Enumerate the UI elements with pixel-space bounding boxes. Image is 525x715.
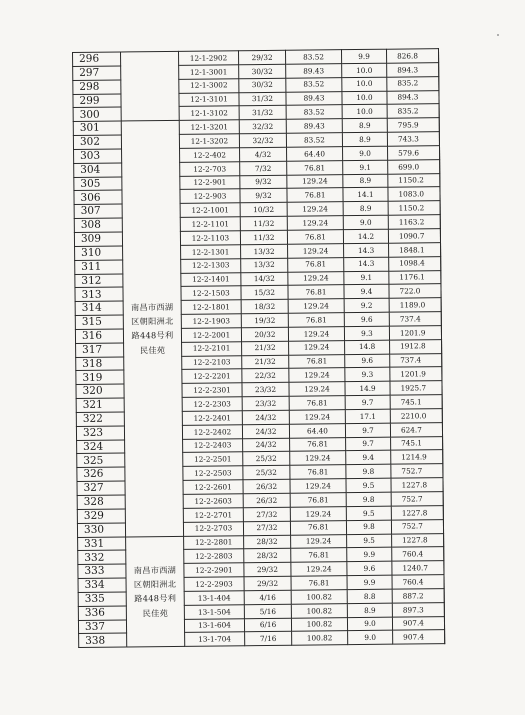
- row-number-cell: 325: [77, 453, 125, 467]
- floor-cell: 26/32: [243, 479, 290, 493]
- total-price-cell: 1214.9: [391, 450, 443, 464]
- unit-price-cell: 17.1: [345, 409, 390, 423]
- total-price-cell: 1163.2: [388, 215, 440, 229]
- row-number-cell: 321: [76, 398, 124, 412]
- unit-price-cell: 8.9: [347, 603, 392, 617]
- unit-price-cell: 9.9: [347, 575, 392, 589]
- area-cell: 129.24: [288, 243, 344, 257]
- room-cell: 12-2-2803: [184, 549, 244, 563]
- floor-cell: 21/32: [242, 341, 289, 355]
- row-number-cell: 328: [77, 495, 125, 509]
- row-number-cell: 309: [74, 232, 122, 246]
- room-cell: 12-2-2701: [183, 508, 243, 522]
- row-number-cell: 326: [77, 467, 125, 481]
- unit-price-cell: 9.2: [344, 298, 389, 312]
- area-cell: 129.24: [290, 506, 346, 520]
- total-price-cell: 737.4: [390, 353, 442, 367]
- row-number-cell: 303: [74, 149, 122, 163]
- room-cell: 12-1-3201: [179, 120, 239, 134]
- area-cell: 76.81: [291, 576, 347, 590]
- row-number-cell: 313: [75, 287, 123, 301]
- unit-price-cell: 14.3: [344, 257, 389, 271]
- unit-price-cell: 9.7: [345, 423, 390, 437]
- area-cell: 76.81: [288, 313, 344, 327]
- unit-price-cell: 9.0: [343, 215, 388, 229]
- area-cell: 76.81: [290, 493, 346, 507]
- total-price-cell: 743.3: [387, 132, 439, 146]
- floor-cell: 24/32: [242, 410, 289, 424]
- room-cell: 12-2-2601: [183, 480, 243, 494]
- unit-price-cell: 8.9: [342, 118, 387, 132]
- total-price-cell: 1090.7: [388, 229, 440, 243]
- total-price-cell: 745.1: [391, 436, 443, 450]
- unit-price-cell: 9.5: [346, 506, 391, 520]
- floor-cell: 5/16: [244, 604, 291, 618]
- area-cell: 129.24: [289, 382, 345, 396]
- area-cell: 76.81: [288, 285, 344, 299]
- room-cell: 13-1-404: [184, 591, 244, 605]
- row-number-cell: 337: [78, 620, 126, 634]
- floor-cell: 27/32: [243, 521, 290, 535]
- room-cell: 12-2-2101: [182, 341, 242, 355]
- unit-price-cell: 8.9: [342, 132, 387, 146]
- unit-price-cell: 9.8: [346, 492, 391, 506]
- room-cell: 12-2-2801: [184, 535, 244, 549]
- total-price-cell: 1083.0: [388, 187, 440, 201]
- area-cell: 129.24: [290, 451, 346, 465]
- row-number-cell: 338: [79, 633, 127, 647]
- floor-cell: 30/32: [239, 78, 286, 92]
- unit-price-cell: 14.1: [343, 188, 388, 202]
- area-cell: 129.24: [290, 479, 346, 493]
- room-cell: 12-2-903: [180, 189, 240, 203]
- scan-speck: [497, 34, 499, 36]
- row-number-cell: 302: [73, 135, 121, 149]
- floor-cell: 31/32: [239, 92, 286, 106]
- unit-price-cell: 9.8: [346, 520, 391, 534]
- total-price-cell: 1925.7: [390, 381, 442, 395]
- area-cell: 83.52: [286, 77, 342, 91]
- area-cell: 129.24: [291, 534, 347, 548]
- room-cell: 12-1-3202: [179, 134, 239, 148]
- table-body: [73, 49, 445, 648]
- unit-price-cell: 9.5: [347, 534, 392, 548]
- total-price-cell: 894.3: [387, 90, 439, 104]
- row-number-cell: 305: [74, 177, 122, 191]
- area-cell: 129.24: [287, 174, 343, 188]
- area-cell: 64.40: [289, 423, 345, 437]
- area-cell: 76.81: [289, 396, 345, 410]
- total-price-cell: 624.7: [390, 422, 442, 436]
- total-price-cell: 1189.0: [389, 298, 441, 312]
- floor-cell: 24/32: [242, 424, 289, 438]
- unit-price-cell: 14.8: [345, 340, 390, 354]
- unit-price-cell: 9.8: [346, 464, 391, 478]
- row-number-cell: 323: [76, 426, 124, 440]
- row-number-cell: 312: [75, 273, 123, 287]
- area-cell: 76.81: [289, 354, 345, 368]
- total-price-cell: 826.8: [386, 49, 438, 63]
- unit-price-cell: 14.3: [344, 243, 389, 257]
- area-cell: 100.82: [292, 631, 348, 645]
- room-cell: 12-2-2402: [182, 425, 242, 439]
- area-cell: 64.40: [287, 147, 343, 161]
- unit-price-cell: 9.0: [348, 631, 393, 645]
- total-price-cell: 699.0: [388, 159, 440, 173]
- floor-cell: 30/32: [239, 64, 286, 78]
- total-price-cell: 752.7: [391, 519, 443, 533]
- total-price-cell: 2210.0: [390, 409, 442, 423]
- row-number-cell: 300: [73, 107, 121, 121]
- scanned-page: [72, 48, 444, 648]
- address-cell: 南昌市西湖区朝阳洲北路448号利民佳苑: [121, 121, 183, 537]
- floor-cell: 19/32: [241, 313, 288, 327]
- floor-cell: 10/32: [240, 203, 287, 217]
- area-cell: 129.24: [289, 368, 345, 382]
- room-cell: 12-2-1301: [181, 245, 241, 259]
- total-price-cell: 894.3: [387, 63, 439, 77]
- room-cell: 12-2-1303: [181, 258, 241, 272]
- total-price-cell: 1150.2: [388, 201, 440, 215]
- total-price-cell: 760.4: [392, 575, 444, 589]
- area-cell: 129.24: [291, 562, 347, 576]
- room-cell: 12-2-2703: [183, 521, 243, 535]
- unit-price-cell: 9.9: [347, 548, 392, 562]
- total-price-cell: 1098.4: [389, 256, 441, 270]
- floor-cell: 13/32: [241, 258, 288, 272]
- area-cell: 76.81: [290, 520, 346, 534]
- floor-cell: 26/32: [243, 493, 290, 507]
- area-cell: 76.81: [287, 188, 343, 202]
- floor-cell: 23/32: [242, 396, 289, 410]
- floor-cell: 31/32: [239, 106, 286, 120]
- row-number-cell: 297: [73, 66, 121, 80]
- total-price-cell: 737.4: [389, 312, 441, 326]
- unit-price-cell: 9.9: [341, 49, 386, 63]
- room-cell: 12-2-703: [180, 162, 240, 176]
- floor-cell: 9/32: [240, 175, 287, 189]
- row-number-cell: 319: [76, 370, 124, 384]
- room-cell: 12-2-2103: [182, 355, 242, 369]
- unit-price-cell: 9.7: [345, 395, 390, 409]
- area-cell: 129.24: [288, 299, 344, 313]
- area-cell: 76.81: [290, 437, 346, 451]
- unit-price-cell: 9.7: [346, 437, 391, 451]
- floor-cell: 29/32: [244, 562, 291, 576]
- unit-price-cell: 9.1: [344, 271, 389, 285]
- floor-cell: 32/32: [239, 119, 286, 133]
- total-price-cell: 752.7: [391, 492, 443, 506]
- room-cell: 12-2-901: [180, 175, 240, 189]
- floor-cell: 28/32: [244, 535, 291, 549]
- total-price-cell: 835.2: [387, 104, 439, 118]
- unit-price-cell: 9.6: [345, 354, 390, 368]
- room-cell: 12-2-1903: [181, 314, 241, 328]
- floor-cell: 18/32: [241, 299, 288, 313]
- room-cell: 12-2-2303: [182, 397, 242, 411]
- floor-cell: 11/32: [240, 216, 287, 230]
- floor-cell: 4/32: [240, 147, 287, 161]
- unit-price-cell: 9.4: [344, 285, 389, 299]
- row-number-cell: 336: [78, 606, 126, 620]
- room-cell: 12-1-2902: [178, 51, 238, 65]
- room-cell: 12-2-2903: [184, 577, 244, 591]
- row-number-cell: 301: [73, 121, 121, 135]
- unit-price-cell: 14.2: [343, 229, 388, 243]
- floor-cell: 25/32: [243, 452, 290, 466]
- floor-cell: 14/32: [241, 272, 288, 286]
- unit-price-cell: 9.0: [343, 146, 388, 160]
- row-number-cell: 324: [77, 440, 125, 454]
- area-cell: 89.43: [286, 119, 342, 133]
- room-cell: 13-1-704: [185, 632, 245, 646]
- unit-price-cell: 10.0: [342, 77, 387, 91]
- total-price-cell: 745.1: [390, 395, 442, 409]
- floor-cell: 23/32: [242, 382, 289, 396]
- room-cell: 13-1-504: [184, 604, 244, 618]
- area-cell: 129.24: [289, 340, 345, 354]
- area-cell: 129.24: [287, 202, 343, 216]
- room-cell: 12-2-2001: [181, 328, 241, 342]
- floor-cell: 28/32: [244, 549, 291, 563]
- room-cell: 12-2-2401: [182, 411, 242, 425]
- unit-price-cell: 10.0: [342, 63, 387, 77]
- unit-price-cell: 9.1: [343, 160, 388, 174]
- total-price-cell: 1201.9: [390, 367, 442, 381]
- unit-price-cell: 8.9: [343, 201, 388, 215]
- floor-cell: 7/16: [245, 632, 292, 646]
- row-number-cell: 331: [78, 536, 126, 550]
- total-price-cell: 760.4: [392, 547, 444, 561]
- unit-price-cell: 9.4: [346, 451, 391, 465]
- area-cell: 76.81: [290, 465, 346, 479]
- unit-price-cell: 9.6: [347, 561, 392, 575]
- row-number-cell: 311: [75, 260, 123, 274]
- area-cell: 76.81: [291, 548, 347, 562]
- area-cell: 83.52: [285, 50, 341, 64]
- floor-cell: 24/32: [243, 438, 290, 452]
- total-price-cell: 1227.8: [391, 478, 443, 492]
- room-cell: 12-2-2501: [183, 452, 243, 466]
- unit-price-cell: 9.5: [346, 478, 391, 492]
- room-cell: 12-2-2301: [182, 383, 242, 397]
- total-price-cell: 722.0: [389, 284, 441, 298]
- unit-price-cell: 9.6: [344, 312, 389, 326]
- unit-price-cell: 8.9: [343, 174, 388, 188]
- floor-cell: 6/16: [244, 618, 291, 632]
- address-cell: [121, 51, 180, 121]
- room-cell: 12-1-3101: [179, 92, 239, 106]
- row-number-cell: 308: [74, 218, 122, 232]
- total-price-cell: 1240.7: [392, 561, 444, 575]
- row-number-cell: 317: [76, 343, 124, 357]
- unit-price-cell: 9.3: [345, 368, 390, 382]
- area-cell: 83.52: [286, 105, 342, 119]
- total-price-cell: 579.6: [388, 146, 440, 160]
- room-cell: 12-2-402: [180, 148, 240, 162]
- floor-cell: 20/32: [241, 327, 288, 341]
- floor-cell: 29/32: [244, 576, 291, 590]
- floor-cell: 4/16: [244, 590, 291, 604]
- area-cell: 83.52: [286, 133, 342, 147]
- row-number-cell: 296: [73, 52, 121, 66]
- floor-cell: 21/32: [242, 355, 289, 369]
- room-cell: 12-1-3002: [179, 78, 239, 92]
- total-price-cell: 897.3: [392, 602, 444, 616]
- row-number-cell: 327: [77, 481, 125, 495]
- area-cell: 129.24: [288, 271, 344, 285]
- unit-price-cell: 9.3: [344, 326, 389, 340]
- total-price-cell: 887.2: [392, 589, 444, 603]
- area-cell: 76.81: [287, 160, 343, 174]
- total-price-cell: 1176.1: [389, 270, 441, 284]
- row-number-cell: 335: [78, 592, 126, 606]
- total-price-cell: 795.9: [387, 118, 439, 132]
- area-cell: 129.24: [289, 410, 345, 424]
- row-number-cell: 334: [78, 578, 126, 592]
- area-cell: 100.82: [291, 603, 347, 617]
- row-number-cell: 310: [75, 246, 123, 260]
- row-number-cell: 333: [78, 564, 126, 578]
- unit-price-cell: 9.0: [347, 617, 392, 631]
- floor-cell: 9/32: [240, 189, 287, 203]
- area-cell: 89.43: [286, 91, 342, 105]
- row-number-cell: 316: [75, 329, 123, 343]
- total-price-cell: 752.7: [391, 464, 443, 478]
- room-cell: 12-2-1103: [180, 231, 240, 245]
- room-cell: 12-2-1801: [181, 300, 241, 314]
- room-cell: 12-1-3102: [179, 106, 239, 120]
- area-cell: 100.82: [291, 617, 347, 631]
- floor-cell: 22/32: [242, 369, 289, 383]
- floor-cell: 25/32: [243, 466, 290, 480]
- row-number-cell: 322: [76, 412, 124, 426]
- unit-price-cell: 14.9: [345, 381, 390, 395]
- row-number-cell: 329: [77, 509, 125, 523]
- floor-cell: 32/32: [239, 133, 286, 147]
- floor-cell: 7/32: [240, 161, 287, 175]
- area-cell: 89.43: [286, 64, 342, 78]
- area-cell: 129.24: [288, 327, 344, 341]
- room-cell: 12-2-1001: [180, 203, 240, 217]
- row-number-cell: 320: [76, 384, 124, 398]
- room-cell: 12-2-2901: [184, 563, 244, 577]
- row-number-cell: 332: [78, 550, 126, 564]
- room-cell: 12-2-2603: [183, 494, 243, 508]
- row-number-cell: 299: [73, 94, 121, 108]
- unit-price-cell: 10.0: [342, 91, 387, 105]
- floor-cell: 13/32: [241, 244, 288, 258]
- area-cell: 129.24: [287, 216, 343, 230]
- total-price-cell: 1201.9: [389, 326, 441, 340]
- room-cell: 12-1-3001: [179, 65, 239, 79]
- total-price-cell: 835.2: [387, 76, 439, 90]
- total-price-cell: 1848.1: [389, 242, 441, 256]
- row-number-cell: 298: [73, 80, 121, 94]
- address-cell: 南昌市西湖区朝阳洲北路448号利民佳苑: [126, 536, 185, 647]
- total-price-cell: 1912.8: [390, 339, 442, 353]
- row-number-cell: 314: [75, 301, 123, 315]
- row-number-cell: 330: [77, 523, 125, 537]
- unit-price-cell: 10.0: [342, 105, 387, 119]
- total-price-cell: 907.4: [393, 630, 445, 644]
- total-price-cell: 1150.2: [388, 173, 440, 187]
- row-number-cell: 318: [76, 357, 124, 371]
- room-cell: 13-1-604: [184, 618, 244, 632]
- floor-cell: 29/32: [238, 50, 285, 64]
- room-cell: 12-2-1401: [181, 272, 241, 286]
- floor-cell: 27/32: [243, 507, 290, 521]
- floor-cell: 11/32: [240, 230, 287, 244]
- area-cell: 76.81: [287, 230, 343, 244]
- total-price-cell: 1227.8: [392, 533, 444, 547]
- room-cell: 12-2-2403: [183, 438, 243, 452]
- row-number-cell: 306: [74, 190, 122, 204]
- unit-price-cell: 8.8: [347, 589, 392, 603]
- room-cell: 12-2-2503: [183, 466, 243, 480]
- room-cell: 12-2-2201: [182, 369, 242, 383]
- row-number-cell: 304: [74, 163, 122, 177]
- room-cell: 12-2-1101: [180, 217, 240, 231]
- property-list-table: [72, 48, 445, 648]
- total-price-cell: 1227.8: [391, 505, 443, 519]
- total-price-cell: 907.4: [392, 616, 444, 630]
- area-cell: 76.81: [288, 257, 344, 271]
- row-number-cell: 307: [74, 204, 122, 218]
- room-cell: 12-2-1503: [181, 286, 241, 300]
- floor-cell: 15/32: [241, 286, 288, 300]
- row-number-cell: 315: [75, 315, 123, 329]
- area-cell: 100.82: [291, 590, 347, 604]
